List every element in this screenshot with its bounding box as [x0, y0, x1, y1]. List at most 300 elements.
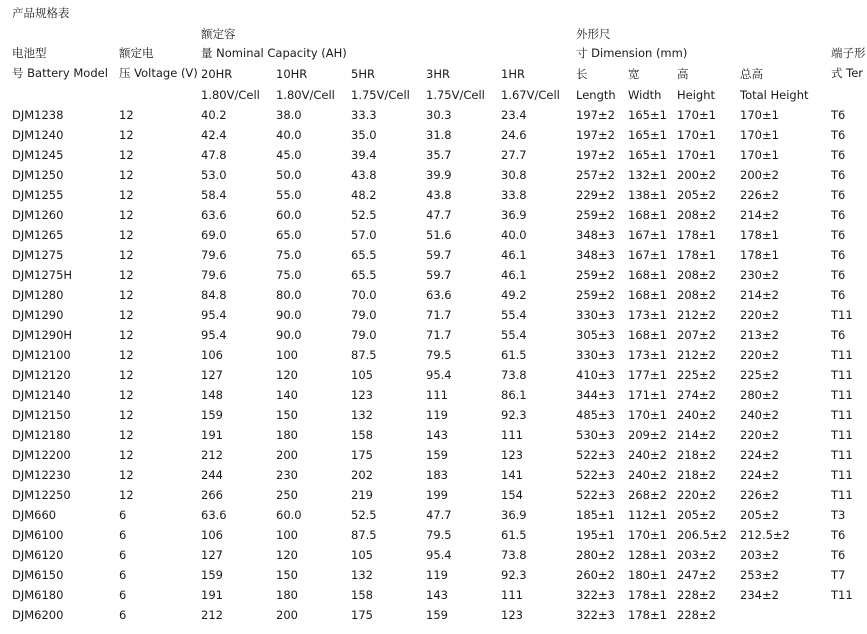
cell-voltage: 12: [119, 248, 134, 262]
cell-cap-5hr: 132: [351, 568, 373, 582]
cell-length: 197±2: [576, 108, 615, 122]
cell-cap-1hr: 73.8: [501, 368, 527, 382]
cell-cap-3hr: 119: [426, 568, 448, 582]
cell-cap-10hr: 150: [276, 568, 298, 582]
cell-voltage: 12: [119, 468, 134, 482]
cell-total-height: 230±2: [740, 268, 779, 282]
cell-height: 240±2: [677, 408, 716, 422]
cell-cap-3hr: 159: [426, 448, 448, 462]
cell-cap-20hr: 212: [201, 448, 223, 462]
cell-cap-3hr: 143: [426, 428, 448, 442]
cell-total-height: 170±1: [740, 128, 779, 142]
cell-voltage: 12: [119, 128, 134, 142]
cell-cap-20hr: 69.0: [201, 228, 227, 242]
cell-width: 170±1: [628, 528, 667, 542]
cell-model: DJM12250: [12, 488, 71, 502]
cell-cap-1hr: 46.1: [501, 268, 527, 282]
cell-model: DJM1250: [12, 168, 64, 182]
cell-cap-10hr: 120: [276, 368, 298, 382]
cell-cap-1hr: 36.9: [501, 508, 527, 522]
header-capacity-line1: 额定容: [201, 27, 236, 41]
cell-width: 165±1: [628, 128, 667, 142]
cell-voltage: 6: [119, 588, 127, 602]
cell-total-height: 240±2: [740, 408, 779, 422]
cell-terminal: T11: [831, 428, 853, 442]
cell-cap-5hr: 79.0: [351, 308, 377, 322]
cell-voltage: 12: [119, 328, 134, 342]
cell-voltage: 6: [119, 608, 127, 622]
cell-height: 218±2: [677, 468, 716, 482]
cell-width: 128±1: [628, 548, 667, 562]
header-cutoff-5hr: 1.75V/Cell: [351, 88, 410, 102]
cell-terminal: T11: [831, 588, 853, 602]
cell-height: 208±2: [677, 288, 716, 302]
cell-voltage: 12: [119, 228, 134, 242]
cell-model: DJM1255: [12, 188, 64, 202]
cell-model: DJM12120: [12, 368, 71, 382]
cell-cap-5hr: 158: [351, 428, 373, 442]
cell-terminal: T6: [831, 108, 846, 122]
cell-cap-3hr: 47.7: [426, 208, 452, 222]
cell-height: 208±2: [677, 208, 716, 222]
cell-terminal: T11: [831, 448, 853, 462]
cell-terminal: T6: [831, 228, 846, 242]
cell-cap-20hr: 63.6: [201, 208, 227, 222]
cell-width: 168±1: [628, 288, 667, 302]
cell-length: 522±3: [576, 448, 615, 462]
cell-cap-10hr: 100: [276, 348, 298, 362]
cell-voltage: 12: [119, 428, 134, 442]
cell-length: 185±1: [576, 508, 615, 522]
cell-cap-5hr: 202: [351, 468, 373, 482]
cell-total-height: 225±2: [740, 368, 779, 382]
cell-cap-20hr: 63.6: [201, 508, 227, 522]
cell-length: 522±3: [576, 468, 615, 482]
cell-model: DJM6200: [12, 608, 64, 622]
cell-length: 259±2: [576, 268, 615, 282]
cell-cap-5hr: 33.3: [351, 108, 377, 122]
cell-cap-10hr: 75.0: [276, 248, 302, 262]
header-dim-width-en: Width: [628, 88, 662, 102]
cell-width: 165±1: [628, 108, 667, 122]
cell-voltage: 12: [119, 148, 134, 162]
cell-model: DJM1280: [12, 288, 64, 302]
cell-total-height: 170±1: [740, 108, 779, 122]
cell-cap-1hr: 154: [501, 488, 523, 502]
cell-terminal: T6: [831, 128, 846, 142]
cell-length: 348±3: [576, 248, 615, 262]
cell-total-height: 178±1: [740, 248, 779, 262]
cell-cap-1hr: 111: [501, 428, 523, 442]
cell-cap-3hr: 47.7: [426, 508, 452, 522]
cell-cap-5hr: 105: [351, 368, 373, 382]
cell-height: 207±2: [677, 328, 716, 342]
cell-cap-20hr: 84.8: [201, 288, 227, 302]
cell-terminal: T6: [831, 248, 846, 262]
cell-voltage: 12: [119, 108, 134, 122]
header-dim-height-en: Height: [677, 88, 716, 102]
cell-cap-3hr: 31.8: [426, 128, 452, 142]
cell-voltage: 12: [119, 448, 134, 462]
cell-height: 225±2: [677, 368, 716, 382]
cell-width: 180±1: [628, 568, 667, 582]
header-cutoff-1hr: 1.67V/Cell: [501, 88, 560, 102]
cell-total-height: 234±2: [740, 588, 779, 602]
cell-voltage: 12: [119, 368, 134, 382]
cell-total-height: 178±1: [740, 228, 779, 242]
cell-cap-10hr: 180: [276, 428, 298, 442]
cell-terminal: T11: [831, 348, 853, 362]
cell-cap-10hr: 55.0: [276, 188, 302, 202]
cell-width: 178±1: [628, 608, 667, 622]
cell-width: 173±1: [628, 348, 667, 362]
cell-model: DJM6120: [12, 548, 64, 562]
cell-cap-10hr: 75.0: [276, 268, 302, 282]
cell-cap-5hr: 52.5: [351, 208, 377, 222]
cell-cap-1hr: 55.4: [501, 328, 527, 342]
cell-total-height: 214±2: [740, 288, 779, 302]
cell-cap-5hr: 48.2: [351, 188, 377, 202]
cell-height: 247±2: [677, 568, 716, 582]
cell-voltage: 12: [119, 488, 134, 502]
cell-cap-3hr: 39.9: [426, 168, 452, 182]
cell-height: 205±2: [677, 188, 716, 202]
cell-cap-5hr: 87.5: [351, 528, 377, 542]
cell-total-height: 220±2: [740, 308, 779, 322]
cell-total-height: 253±2: [740, 568, 779, 582]
header-dim-length-en: Length: [576, 88, 616, 102]
cell-cap-5hr: 79.0: [351, 328, 377, 342]
cell-cap-3hr: 51.6: [426, 228, 452, 242]
cell-terminal: T6: [831, 548, 846, 562]
cell-width: 173±1: [628, 308, 667, 322]
cell-terminal: T6: [831, 188, 846, 202]
cell-voltage: 12: [119, 268, 134, 282]
cell-length: 259±2: [576, 288, 615, 302]
cell-cap-10hr: 50.0: [276, 168, 302, 182]
cell-width: 132±1: [628, 168, 667, 182]
cell-terminal: T6: [831, 148, 846, 162]
cell-cap-20hr: 53.0: [201, 168, 227, 182]
cell-height: 212±2: [677, 348, 716, 362]
cell-voltage: 12: [119, 188, 134, 202]
cell-length: 260±2: [576, 568, 615, 582]
cell-terminal: T11: [831, 308, 853, 322]
header-cap-rate-1hr: 1HR: [501, 67, 525, 81]
cell-cap-5hr: 65.5: [351, 248, 377, 262]
cell-terminal: T7: [831, 568, 846, 582]
cell-cap-3hr: 71.7: [426, 308, 452, 322]
cell-terminal: T6: [831, 328, 846, 342]
cell-voltage: 12: [119, 288, 134, 302]
cell-cap-3hr: 63.6: [426, 288, 452, 302]
cell-model: DJM6150: [12, 568, 64, 582]
cell-terminal: T11: [831, 468, 853, 482]
header-dim-height-cn: 高: [677, 67, 689, 81]
cell-cap-10hr: 140: [276, 388, 298, 402]
cell-cap-1hr: 61.5: [501, 528, 527, 542]
header-dimension-line1: 外形尺: [576, 27, 611, 41]
cell-width: 240±2: [628, 448, 667, 462]
cell-cap-3hr: 79.5: [426, 528, 452, 542]
cell-width: 167±1: [628, 248, 667, 262]
cell-total-height: 224±2: [740, 468, 779, 482]
cell-width: 171±1: [628, 388, 667, 402]
cell-voltage: 12: [119, 388, 134, 402]
cell-total-height: 220±2: [740, 348, 779, 362]
cell-cap-10hr: 150: [276, 408, 298, 422]
cell-cap-10hr: 200: [276, 608, 298, 622]
cell-cap-20hr: 79.6: [201, 268, 227, 282]
cell-total-height: 170±1: [740, 148, 779, 162]
cell-height: 212±2: [677, 308, 716, 322]
cell-cap-20hr: 106: [201, 528, 223, 542]
cell-cap-10hr: 230: [276, 468, 298, 482]
cell-width: 165±1: [628, 148, 667, 162]
cell-length: 259±2: [576, 208, 615, 222]
cell-cap-3hr: 95.4: [426, 548, 452, 562]
header-dim-total-cn: 总高: [740, 67, 763, 81]
cell-length: 522±3: [576, 488, 615, 502]
cell-cap-5hr: 65.5: [351, 268, 377, 282]
cell-model: DJM1245: [12, 148, 64, 162]
cell-cap-10hr: 250: [276, 488, 298, 502]
cell-cap-3hr: 59.7: [426, 248, 452, 262]
cell-cap-10hr: 200: [276, 448, 298, 462]
cell-length: 322±3: [576, 588, 615, 602]
cell-cap-5hr: 70.0: [351, 288, 377, 302]
cell-cap-20hr: 95.4: [201, 308, 227, 322]
cell-total-height: 205±2: [740, 508, 779, 522]
header-cap-rate-20hr: 20HR: [201, 67, 233, 81]
cell-voltage: 6: [119, 568, 127, 582]
cell-cap-1hr: 92.3: [501, 408, 527, 422]
cell-cap-20hr: 95.4: [201, 328, 227, 342]
header-capacity-line2: 量 Nominal Capacity (AH): [201, 46, 347, 60]
cell-height: 220±2: [677, 488, 716, 502]
cell-cap-3hr: 159: [426, 608, 448, 622]
cell-length: 330±3: [576, 308, 615, 322]
cell-width: 168±1: [628, 208, 667, 222]
cell-cap-5hr: 105: [351, 548, 373, 562]
cell-length: 197±2: [576, 128, 615, 142]
cell-voltage: 6: [119, 548, 127, 562]
cell-height: 218±2: [677, 448, 716, 462]
cell-cap-1hr: 23.4: [501, 108, 527, 122]
cell-cap-5hr: 123: [351, 388, 373, 402]
cell-voltage: 12: [119, 348, 134, 362]
cell-height: 203±2: [677, 548, 716, 562]
cell-cap-20hr: 159: [201, 408, 223, 422]
cell-model: DJM1290H: [12, 328, 73, 342]
cell-cap-20hr: 40.2: [201, 108, 227, 122]
header-cutoff-20hr: 1.80V/Cell: [201, 88, 260, 102]
cell-height: 274±2: [677, 388, 716, 402]
cell-cap-10hr: 100: [276, 528, 298, 542]
header-voltage-line1: 额定电: [119, 46, 154, 60]
cell-cap-20hr: 47.8: [201, 148, 227, 162]
cell-cap-3hr: 35.7: [426, 148, 452, 162]
cell-length: 344±3: [576, 388, 615, 402]
cell-cap-1hr: 36.9: [501, 208, 527, 222]
cell-cap-20hr: 266: [201, 488, 223, 502]
cell-total-height: 212.5±2: [740, 528, 790, 542]
cell-cap-10hr: 65.0: [276, 228, 302, 242]
cell-length: 305±3: [576, 328, 615, 342]
cell-width: 112±1: [628, 508, 667, 522]
cell-cap-1hr: 141: [501, 468, 523, 482]
cell-cap-10hr: 40.0: [276, 128, 302, 142]
cell-height: 178±1: [677, 248, 716, 262]
cell-model: DJM1275: [12, 248, 64, 262]
cell-model: DJM12200: [12, 448, 71, 462]
cell-terminal: T6: [831, 268, 846, 282]
cell-cap-5hr: 52.5: [351, 508, 377, 522]
cell-cap-10hr: 60.0: [276, 508, 302, 522]
cell-width: 167±1: [628, 228, 667, 242]
cell-cap-5hr: 219: [351, 488, 373, 502]
cell-height: 205±2: [677, 508, 716, 522]
cell-cap-3hr: 79.5: [426, 348, 452, 362]
cell-height: 170±1: [677, 108, 716, 122]
cell-cap-3hr: 71.7: [426, 328, 452, 342]
cell-cap-20hr: 58.4: [201, 188, 227, 202]
cell-width: 209±2: [628, 428, 667, 442]
header-terminal-line2: 式 Ter: [831, 66, 864, 80]
cell-length: 322±3: [576, 608, 615, 622]
header-cap-rate-10hr: 10HR: [276, 67, 308, 81]
cell-cap-1hr: 73.8: [501, 548, 527, 562]
cell-cap-10hr: 120: [276, 548, 298, 562]
cell-width: 138±1: [628, 188, 667, 202]
cell-cap-5hr: 175: [351, 448, 373, 462]
cell-cap-1hr: 111: [501, 588, 523, 602]
header-dim-length-cn: 长: [576, 67, 588, 81]
cell-height: 208±2: [677, 268, 716, 282]
cell-cap-3hr: 30.3: [426, 108, 452, 122]
cell-cap-1hr: 55.4: [501, 308, 527, 322]
cell-cap-10hr: 60.0: [276, 208, 302, 222]
cell-width: 240±2: [628, 468, 667, 482]
header-cutoff-3hr: 1.75V/Cell: [426, 88, 485, 102]
cell-total-height: 220±2: [740, 428, 779, 442]
header-dim-width-cn: 宽: [628, 67, 640, 81]
cell-length: 257±2: [576, 168, 615, 182]
header-dim-total-en: Total Height: [740, 88, 809, 102]
cell-cap-3hr: 111: [426, 388, 448, 402]
cell-length: 195±1: [576, 528, 615, 542]
cell-model: DJM12150: [12, 408, 71, 422]
page-title: 产品规格表: [12, 6, 70, 20]
cell-cap-3hr: 199: [426, 488, 448, 502]
cell-cap-10hr: 38.0: [276, 108, 302, 122]
cell-length: 410±3: [576, 368, 615, 382]
cell-cap-1hr: 46.1: [501, 248, 527, 262]
header-voltage-line2: 压 Voltage (V): [119, 66, 198, 80]
cell-cap-20hr: 127: [201, 368, 223, 382]
cell-model: DJM1260: [12, 208, 64, 222]
cell-cap-5hr: 57.0: [351, 228, 377, 242]
header-cutoff-10hr: 1.80V/Cell: [276, 88, 335, 102]
cell-model: DJM660: [12, 508, 57, 522]
cell-terminal: T11: [831, 488, 853, 502]
cell-length: 530±3: [576, 428, 615, 442]
cell-cap-5hr: 132: [351, 408, 373, 422]
cell-cap-10hr: 45.0: [276, 148, 302, 162]
cell-terminal: T3: [831, 508, 846, 522]
cell-cap-3hr: 43.8: [426, 188, 452, 202]
cell-voltage: 6: [119, 508, 127, 522]
cell-model: DJM1238: [12, 108, 64, 122]
cell-terminal: T6: [831, 288, 846, 302]
header-cap-rate-3hr: 3HR: [426, 67, 450, 81]
cell-cap-5hr: 158: [351, 588, 373, 602]
cell-terminal: T11: [831, 408, 853, 422]
cell-cap-1hr: 30.8: [501, 168, 527, 182]
cell-length: 229±2: [576, 188, 615, 202]
cell-cap-5hr: 43.8: [351, 168, 377, 182]
cell-cap-20hr: 191: [201, 428, 223, 442]
cell-cap-3hr: 95.4: [426, 368, 452, 382]
cell-height: 206.5±2: [677, 528, 727, 542]
cell-model: DJM1265: [12, 228, 64, 242]
cell-cap-20hr: 191: [201, 588, 223, 602]
cell-cap-1hr: 40.0: [501, 228, 527, 242]
cell-cap-1hr: 86.1: [501, 388, 527, 402]
cell-width: 268±2: [628, 488, 667, 502]
cell-cap-3hr: 183: [426, 468, 448, 482]
cell-total-height: 203±2: [740, 548, 779, 562]
cell-height: 214±2: [677, 428, 716, 442]
cell-cap-1hr: 123: [501, 448, 523, 462]
cell-voltage: 12: [119, 408, 134, 422]
cell-height: 170±1: [677, 128, 716, 142]
cell-terminal: T6: [831, 168, 846, 182]
cell-length: 348±3: [576, 228, 615, 242]
header-dimension-line2: 寸 Dimension (mm): [576, 46, 688, 60]
cell-cap-10hr: 90.0: [276, 308, 302, 322]
cell-cap-3hr: 143: [426, 588, 448, 602]
cell-model: DJM1275H: [12, 268, 73, 282]
cell-cap-1hr: 92.3: [501, 568, 527, 582]
cell-voltage: 12: [119, 168, 134, 182]
cell-height: 228±2: [677, 588, 716, 602]
cell-cap-1hr: 61.5: [501, 348, 527, 362]
cell-length: 485±3: [576, 408, 615, 422]
cell-width: 170±1: [628, 408, 667, 422]
cell-voltage: 12: [119, 208, 134, 222]
header-model-line2: 号 Battery Model: [12, 66, 108, 80]
cell-cap-20hr: 148: [201, 388, 223, 402]
cell-model: DJM12140: [12, 388, 71, 402]
cell-cap-20hr: 212: [201, 608, 223, 622]
cell-cap-1hr: 27.7: [501, 148, 527, 162]
cell-total-height: 280±2: [740, 388, 779, 402]
cell-width: 168±1: [628, 268, 667, 282]
cell-total-height: 200±2: [740, 168, 779, 182]
cell-model: DJM1240: [12, 128, 64, 142]
cell-width: 178±1: [628, 588, 667, 602]
cell-total-height: 224±2: [740, 448, 779, 462]
cell-length: 330±3: [576, 348, 615, 362]
cell-cap-10hr: 80.0: [276, 288, 302, 302]
cell-length: 280±2: [576, 548, 615, 562]
cell-cap-1hr: 33.8: [501, 188, 527, 202]
cell-height: 170±1: [677, 148, 716, 162]
cell-terminal: T11: [831, 388, 853, 402]
cell-cap-20hr: 127: [201, 548, 223, 562]
cell-cap-5hr: 39.4: [351, 148, 377, 162]
